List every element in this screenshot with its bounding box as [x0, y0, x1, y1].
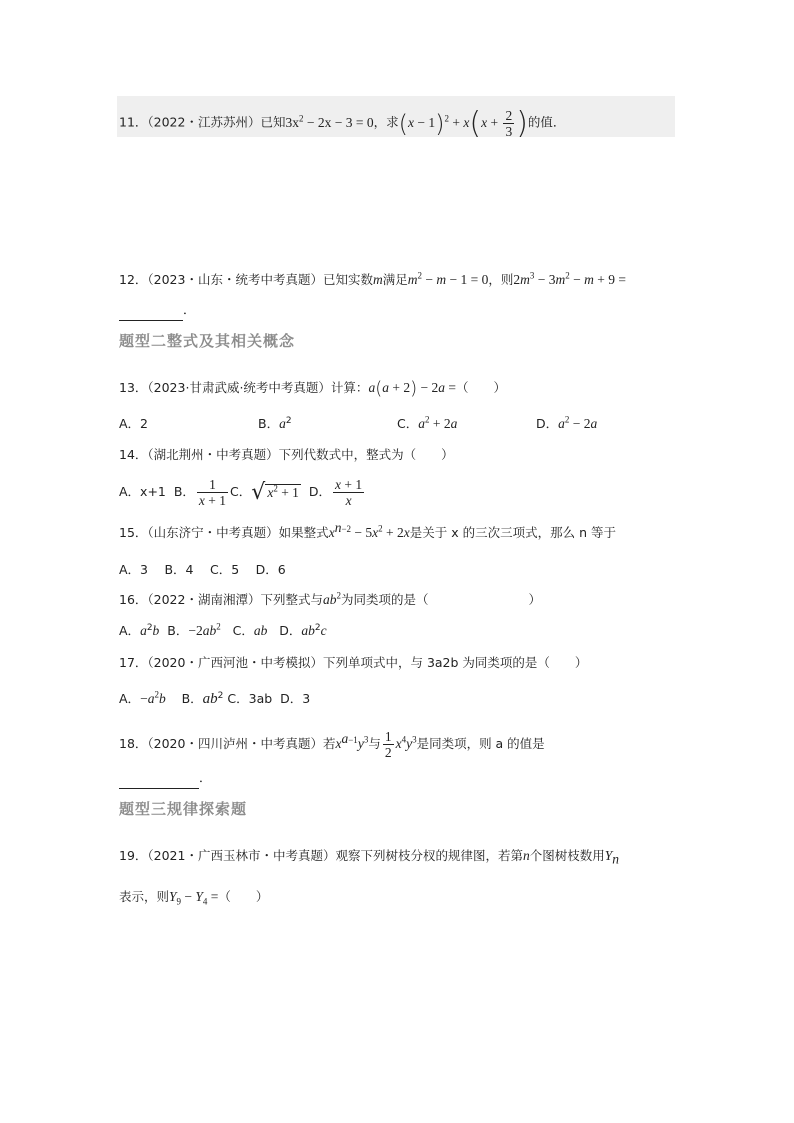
question-text: ，求 — [373, 114, 399, 130]
option-c[interactable] — [230, 474, 301, 511]
question-17 — [119, 653, 587, 673]
question-source: （山东济宁・中考真题） — [147, 525, 279, 540]
question-source: （2023・山东・统考中考真题） — [147, 272, 323, 287]
answer-blank-12[interactable] — [119, 300, 196, 321]
expression: $(x - 1)^2 + x(x$ + $\frac{2}{3}$ ) — [398, 105, 528, 141]
question-text: 的值． — [527, 114, 566, 130]
option-b[interactable]: B．$-2ab^2$ — [167, 621, 221, 638]
option-d[interactable] — [309, 474, 366, 510]
question-text: 已知 — [260, 114, 286, 130]
question-11 — [119, 105, 566, 141]
question-text: 是同类项，则 a 的值是 — [416, 736, 545, 751]
question-text: 若 — [322, 736, 336, 751]
section-heading-2: 题型二整式及其相关概念 — [119, 332, 296, 350]
question-13 — [119, 378, 506, 399]
question-14 — [119, 445, 454, 465]
option-label: D． — [308, 484, 332, 499]
question-number: 12． — [119, 272, 148, 287]
expression: a(a + 2) − 2a = — [368, 377, 456, 399]
question-source: （2023·甘肃武威·统考中考真题） — [147, 380, 331, 395]
question-number: 11． — [119, 114, 148, 130]
question-text: 观察下列树枝分杈的规律图，若第 — [335, 848, 523, 863]
option-a[interactable]: A．$a^2b$ — [119, 622, 160, 638]
option-label: C． — [397, 416, 419, 431]
question-source: （2022・湖南湘潭） — [147, 592, 261, 607]
option-d[interactable]: D．$ab^2c$ — [279, 622, 327, 638]
options-13 — [119, 414, 619, 434]
question-text: （ ） — [218, 889, 269, 904]
option-d[interactable]: D．3 — [280, 691, 311, 706]
option-c[interactable]: C．3ab — [227, 691, 273, 706]
option-label: C． — [232, 623, 254, 638]
question-text: 计算： — [330, 380, 369, 395]
punctuation: ． — [199, 770, 212, 785]
question-number: 13． — [119, 380, 148, 395]
question-18: 18．（2020・四川泸州・中考真题）若$x^{a-1}y^3$与 $\frac{1}{2}$ $x^4y^3$是同类项，则 a 的值是 — [119, 729, 545, 760]
eq-part: 3x — [285, 114, 299, 130]
blank[interactable] — [119, 768, 199, 789]
question-19-cont: 表示，则$Y_9 - Y_4$ =（ ） — [119, 889, 269, 907]
question-text: 已知实数 — [322, 272, 373, 287]
question-source: （2021・广西玉林市・中考真题） — [147, 848, 336, 863]
question-text: 个图树枝数用 — [529, 848, 605, 863]
option-c[interactable]: C．$a^2 + 2a$ — [397, 414, 458, 431]
question-text: 表示，则 — [119, 889, 170, 904]
question-text: 下列代数式中，整式为（ ） — [278, 447, 454, 462]
question-source: （2020・四川泸州・中考真题） — [147, 736, 323, 751]
question-text: 下列整式与 — [260, 592, 323, 607]
expression: $2m^3 - 3m^2 - m + 9$ = — [513, 270, 626, 287]
options-17 — [119, 689, 310, 709]
question-source: （2020・广西河池・中考模拟） — [147, 655, 323, 670]
option-label: D． — [279, 623, 302, 638]
option-label: B． — [181, 691, 203, 706]
option-label: B． — [258, 416, 280, 431]
options-16 — [119, 621, 327, 641]
question-number: 17． — [119, 655, 148, 670]
question-19: 19．（2021・广西玉林市・中考真题）观察下列树枝分杈的规律图，若第n个图树枝数用$Y_n$ — [119, 848, 620, 867]
question-source: （2022・江苏苏州） — [147, 114, 261, 130]
options-14 — [119, 474, 366, 511]
option-label: C． — [230, 484, 252, 499]
option-d[interactable]: D．$a^2 - 2a$ — [536, 414, 598, 431]
question-text: ，则 — [488, 272, 514, 287]
equation: $3x^2 - 2x - 3 = 0$ — [285, 113, 374, 130]
option-label: A．2 — [119, 416, 149, 431]
fraction: $\frac{2}{3}$ — [505, 108, 513, 139]
options-15[interactable]: A．3 B．4 C．5 D．6 — [119, 562, 286, 577]
fraction: $\frac{x + 1}{x}$ — [335, 477, 363, 508]
question-number: 14． — [119, 447, 148, 462]
answer-blank-18[interactable] — [119, 768, 212, 789]
option-b[interactable] — [174, 474, 230, 510]
option-a[interactable]: A．$-a^2b$ — [119, 689, 166, 706]
option-a[interactable]: A．x+1 — [119, 484, 166, 499]
question-text: 为同类项的是（ ） — [340, 592, 541, 607]
question-source: （湖北荆州・中考真题） — [147, 447, 279, 462]
option-c[interactable]: C．ab — [232, 623, 268, 638]
question-text: 是关于 x 的三次三项式，那么 n 等于 — [409, 525, 616, 540]
question-text: （ ） — [456, 380, 507, 395]
punctuation: ． — [183, 302, 196, 317]
option-b[interactable]: B．$a^2$ — [258, 415, 292, 431]
question-number: 19． — [119, 848, 148, 863]
fraction: $\frac{1}{x + 1}$ — [198, 477, 227, 508]
option-label: A． — [119, 623, 141, 638]
question-15 — [119, 519, 616, 543]
variable-m: m — [372, 272, 383, 287]
question-number: 18． — [119, 736, 148, 751]
fraction: $\frac{1}{2}$ — [384, 729, 392, 760]
question-text: 满足 — [382, 272, 408, 287]
section-heading-3: 题型三规律探索题 — [119, 800, 248, 818]
question-16: 16．（2022・湖南湘潭）下列整式与$ab^2$为同类项的是（ ） — [119, 590, 541, 607]
option-label: A． — [119, 691, 141, 706]
question-text: 下列单项式中，与 3a2b 为同类项的是（ ） — [322, 655, 588, 670]
option-label: B． — [167, 623, 189, 638]
question-text: 如果整式 — [278, 525, 329, 540]
expression: $x^{n-2} - 5x^2 + 2x$ — [328, 519, 410, 540]
blank[interactable] — [119, 300, 183, 321]
eq-part: − 2x − 3 = 0 — [303, 114, 374, 130]
option-b[interactable]: B．$ab^2$ — [181, 690, 224, 707]
question-12 — [119, 270, 626, 290]
equation: $m^2 - m - 1 = 0$ — [407, 270, 489, 287]
option-label: D． — [536, 416, 559, 431]
option-label: B． — [173, 484, 195, 499]
option-a[interactable] — [119, 414, 258, 434]
square-root: √ $x^2 + 1$ — [251, 479, 299, 505]
question-number: 16． — [119, 592, 148, 607]
question-text: 与 — [368, 736, 381, 751]
question-number: 15． — [119, 525, 148, 540]
